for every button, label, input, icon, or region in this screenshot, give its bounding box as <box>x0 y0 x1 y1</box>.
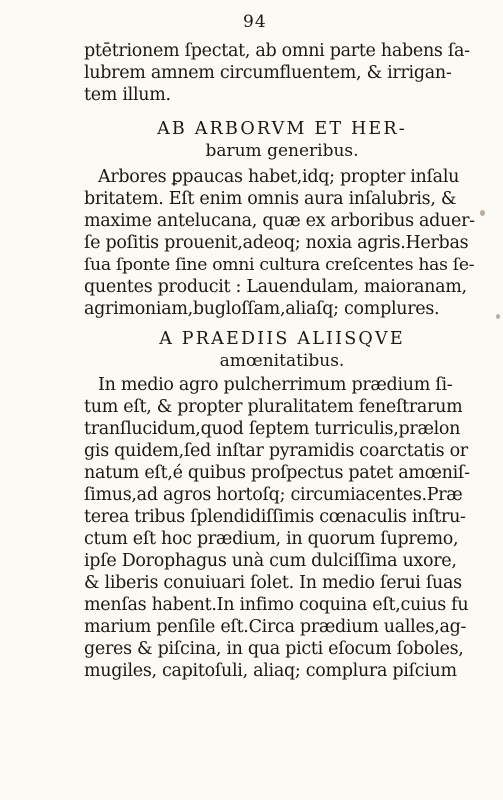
text-line: marium penſile eſt.Circa prædium ualles,ag- <box>84 617 467 637</box>
text-line: menſas habent.In infimo coquina eſt,cuius fu <box>84 595 469 615</box>
text-line: terea tribus ſplendidiſſimis cœnaculis inſtru- <box>84 507 466 527</box>
text-line: & liberis conuiuari ſolet. In medio ſerui ſuas <box>84 573 462 593</box>
text-line: tum eſt, & propter pluralitatem feneſtrarum <box>84 397 463 417</box>
praedia-paragraph <box>84 374 480 682</box>
text-line: natum eſt,é quibus proſpectus patet amœniſ- <box>84 463 470 483</box>
text-line: gis quidem,ſed inſtar pyramidis coarctatis or <box>84 441 468 461</box>
section-subheading: amœnitatibus. <box>219 351 345 371</box>
text-line: mugiles, capitoſuli, aliaq; complura piſcium <box>84 661 457 681</box>
section-heading-praedia <box>84 328 480 372</box>
ink-blot <box>496 314 500 319</box>
text-line: ſua ſponte ſine omni cultura creſcentes has ſe- <box>84 255 475 275</box>
text-line: ſimus,ad agros hortoſq; circumiacentes.Præ <box>84 485 463 505</box>
ink-blot <box>480 210 485 216</box>
page-number: 94 <box>243 12 267 32</box>
section-heading: AB ARBORVM ET HER- <box>157 119 407 139</box>
text-line: lubrem amnem circumfluentem, & irrigan- <box>84 63 452 83</box>
text-line: tem illum. <box>84 85 171 105</box>
text-line: ipſe Dorophagus unà cum dulciſſima uxore, <box>84 551 457 571</box>
text-line: geres & piſcina, in qua picti eſocum ſoboles, <box>84 639 464 659</box>
arbores-paragraph <box>84 166 480 320</box>
text-line: agrimoniam,bugloſſam,aliaſq; complures. <box>84 299 440 319</box>
text-line: britatem. Eſt enim omnis aura inſalubris, & <box>84 189 457 209</box>
text-line: ſe poſitis prouenit,adeoq; noxia agris.Herbas <box>84 233 469 253</box>
text-line: ctum eſt hoc prædium, in quorum ſupremo, <box>84 529 459 549</box>
text-line: quentes producit : Lauendulam, maioranam, <box>84 277 467 297</box>
text-line: maxime antelucana, quæ ex arboribus aduer- <box>84 211 475 231</box>
section-heading: A PRAEDIIS ALIISQVE <box>159 329 405 349</box>
text-line: In medio agro pulcherrimum prædium ſi- <box>98 375 453 395</box>
text-line: tranſlucidum,quod ſeptem turriculis,prælon <box>84 419 461 439</box>
section-subheading: barum generibus. <box>205 141 359 161</box>
text-line: Arbores ꝑpaucas habet,idq; propter inſalu <box>98 167 460 187</box>
text-line: ptētrionem ſpectat, ab omni parte habens ſa- <box>84 41 470 61</box>
intro-paragraph <box>84 40 480 106</box>
section-heading-arbores <box>84 118 480 162</box>
